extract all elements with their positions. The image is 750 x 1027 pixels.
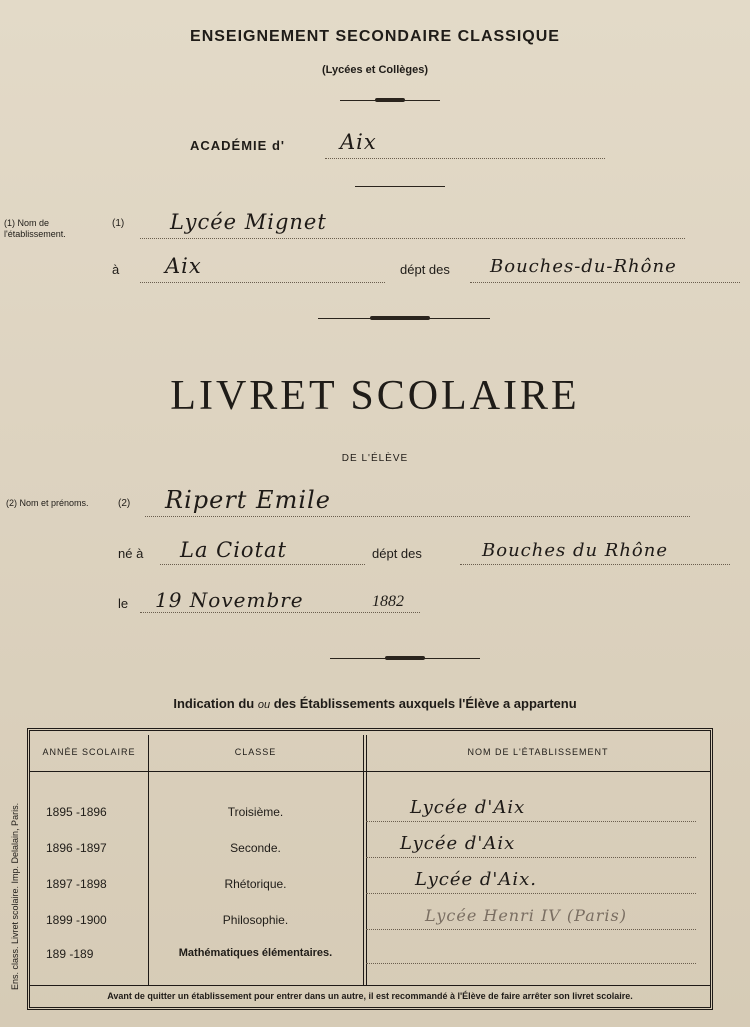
dept-label: dépt des (400, 262, 450, 277)
column-divider-2b (366, 735, 367, 985)
eleve-dept: Bouches du Rhône (482, 540, 669, 561)
table-footer-note: Avant de quitter un établissement pour entrer dans un autre, il est recommandé à l'Élève de faire arrêter son livret scolaire. (107, 991, 633, 1001)
ornament-divider-2 (355, 186, 445, 187)
indication-after: des Établissements auxquels l'Élève a appartenu (270, 696, 577, 711)
birthdate-line (140, 612, 420, 613)
row-classe: Seconde. (230, 841, 281, 855)
eleve-name: Ripert Emile (165, 486, 331, 514)
header-rule (30, 771, 710, 772)
header-classe: CLASSE (234, 747, 277, 757)
academie-label: ACADÉMIE d' (190, 138, 285, 153)
row-etablissement: Lycée Henri IV (Paris) (425, 906, 627, 925)
a-label: à (112, 262, 120, 277)
indication-heading (0, 696, 750, 711)
row-year: 1899 -1900 (46, 913, 107, 927)
row-line (366, 929, 696, 930)
academie-line (325, 158, 605, 159)
eleve-birth-year: 1882 (372, 593, 404, 610)
row-classe: Philosophie. (222, 913, 289, 927)
row-year: 189 -189 (46, 947, 94, 961)
row-line (366, 893, 696, 894)
header-annee: ANNÉE SCOLAIRE (42, 747, 136, 757)
eleve-dept-label: dépt des (372, 546, 422, 561)
eleve-marker: (2) (118, 498, 131, 509)
eleve-birthdate: 19 Novembre (155, 588, 304, 612)
birthplace-line (160, 564, 365, 565)
row-classe: Troisième. (227, 805, 284, 819)
indication-before: Indication du (173, 696, 258, 711)
row-etablissement: Lycée d'Aix (410, 797, 526, 818)
printer-side-note (10, 770, 24, 990)
eleve-name-line (145, 516, 690, 517)
document-title: LIVRET SCOLAIRE (170, 373, 580, 419)
le-label: le (118, 596, 129, 611)
eleve-birthplace: La Ciotat (180, 538, 287, 562)
etablissement-dept: Bouches-du-Rhône (490, 256, 677, 277)
indication-ou: ou (257, 699, 271, 711)
footer-rule (30, 985, 710, 986)
header-title: ENSEIGNEMENT SECONDAIRE CLASSIQUE (190, 28, 560, 45)
printer-side-note-text: Ens. class. Livret scolaire. Imp. Delalain, Paris. (10, 802, 20, 990)
ornament-flourish (375, 98, 405, 102)
city-line (140, 282, 385, 283)
etablissement-footnote: (1) Nom de l'établissement. (4, 218, 66, 239)
etablissement-marker: (1) (112, 218, 125, 229)
row-classe: Mathématiques élémentaires. (178, 947, 333, 959)
row-year: 1897 -1898 (46, 877, 107, 891)
eleve-dept-line (460, 564, 730, 565)
dept-line (470, 282, 740, 283)
etablissement-city: Aix (165, 254, 202, 278)
etablissements-table (27, 728, 713, 1010)
ne-label: né à (118, 546, 144, 561)
header-etablissement: NOM DE L'ÉTABLISSEMENT (467, 747, 609, 757)
column-divider-2 (363, 735, 364, 985)
row-etablissement: Lycée d'Aix. (415, 869, 538, 890)
header-subtitle: (Lycées et Collèges) (322, 64, 428, 76)
row-line (366, 821, 696, 822)
row-year: 1896 -1897 (46, 841, 107, 855)
etablissement-name: Lycée Mignet (170, 210, 327, 234)
ornament-flourish-2 (370, 316, 430, 320)
row-etablissement: Lycée d'Aix (400, 833, 516, 854)
ornament-flourish-3 (385, 656, 425, 660)
row-line (366, 857, 696, 858)
row-line (366, 963, 696, 964)
row-year: 1895 -1896 (46, 805, 107, 819)
row-classe: Rhétorique. (224, 877, 287, 891)
academie-value: Aix (340, 130, 377, 154)
de-eleve: DE L'ÉLÈVE (341, 453, 409, 464)
eleve-footnote: (2) Nom et prénoms. (6, 498, 89, 508)
etablissement-line (140, 238, 685, 239)
